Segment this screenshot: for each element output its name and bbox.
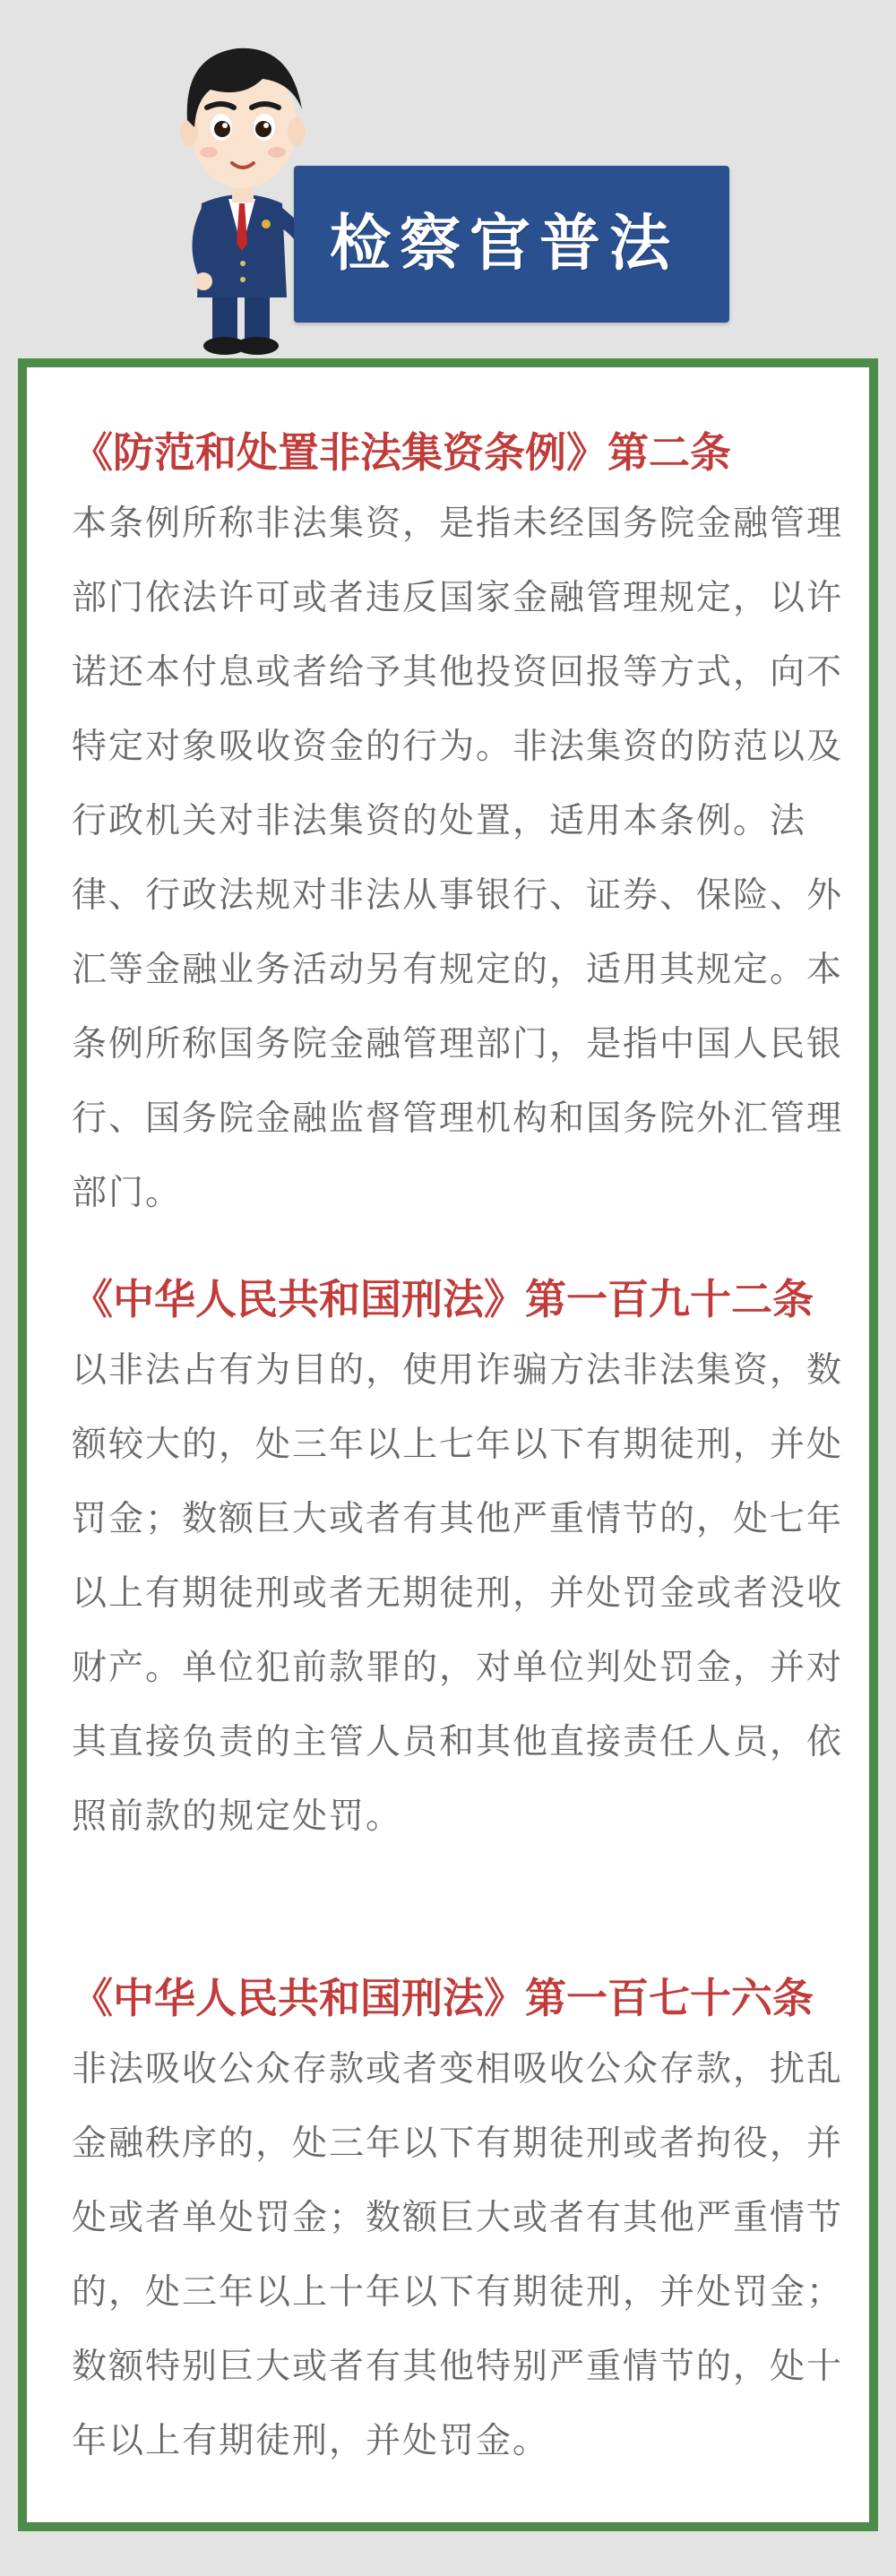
header — [0, 0, 896, 358]
article-body: 本条例所称非法集资，是指未经国务院金融管理部门依法许可或者违反国家金融管理规定，以许诺还本付息或者给予其他投资回报等方式，向不特定对象吸收资金的行为。非法集资的防范以及行政机关对非法集资的处置，适用本条例。法律、行政法规对非法从事银行、证券、保险、外汇等金融业务活动另有规定的，适用其规定。本条例所称国务院金融管理部门，是指中国人民银行、国务院金融监督管理机构和国务院外汇管理部门。 — [72, 504, 844, 1213]
content-panel — [18, 358, 878, 2531]
article-section — [72, 1272, 869, 1854]
banner-title: 检察官普法 — [330, 208, 680, 280]
article-heading: 《防范和处置非法集资条例》第二条 — [72, 428, 731, 477]
article-body: 以非法占有为目的，使用诈骗方法非法集资，数额较大的，处三年以上七年以下有期徒刑，并处罚金；数额巨大或者有其他严重情节的，处七年以上有期徒刑或者无期徒刑，并处罚金或者没收财产。单位犯前款罪的，对单位判处罚金，并对其直接负责的主管人员和其他直接责任人员，依照前款的规定处罚。 — [72, 1350, 844, 1837]
article-heading: 《中华人民共和国刑法》第一百九十二条 — [72, 1275, 814, 1323]
article-section — [72, 1971, 869, 2478]
article-section — [72, 426, 869, 1230]
article-body: 非法吸收公众存款或者变相吸收公众存款，扰乱金融秩序的，处三年以下有期徒刑或者拘役，并处或者单处罚金；数额巨大或者有其他严重情节的，处三年以上十年以下有期徒刑，并处罚金；数额特别巨大或者有其他特别严重情节的，处十年以上有期徒刑，并处罚金。 — [72, 2049, 844, 2461]
article-heading: 《中华人民共和国刑法》第一百七十六条 — [72, 1974, 814, 2022]
